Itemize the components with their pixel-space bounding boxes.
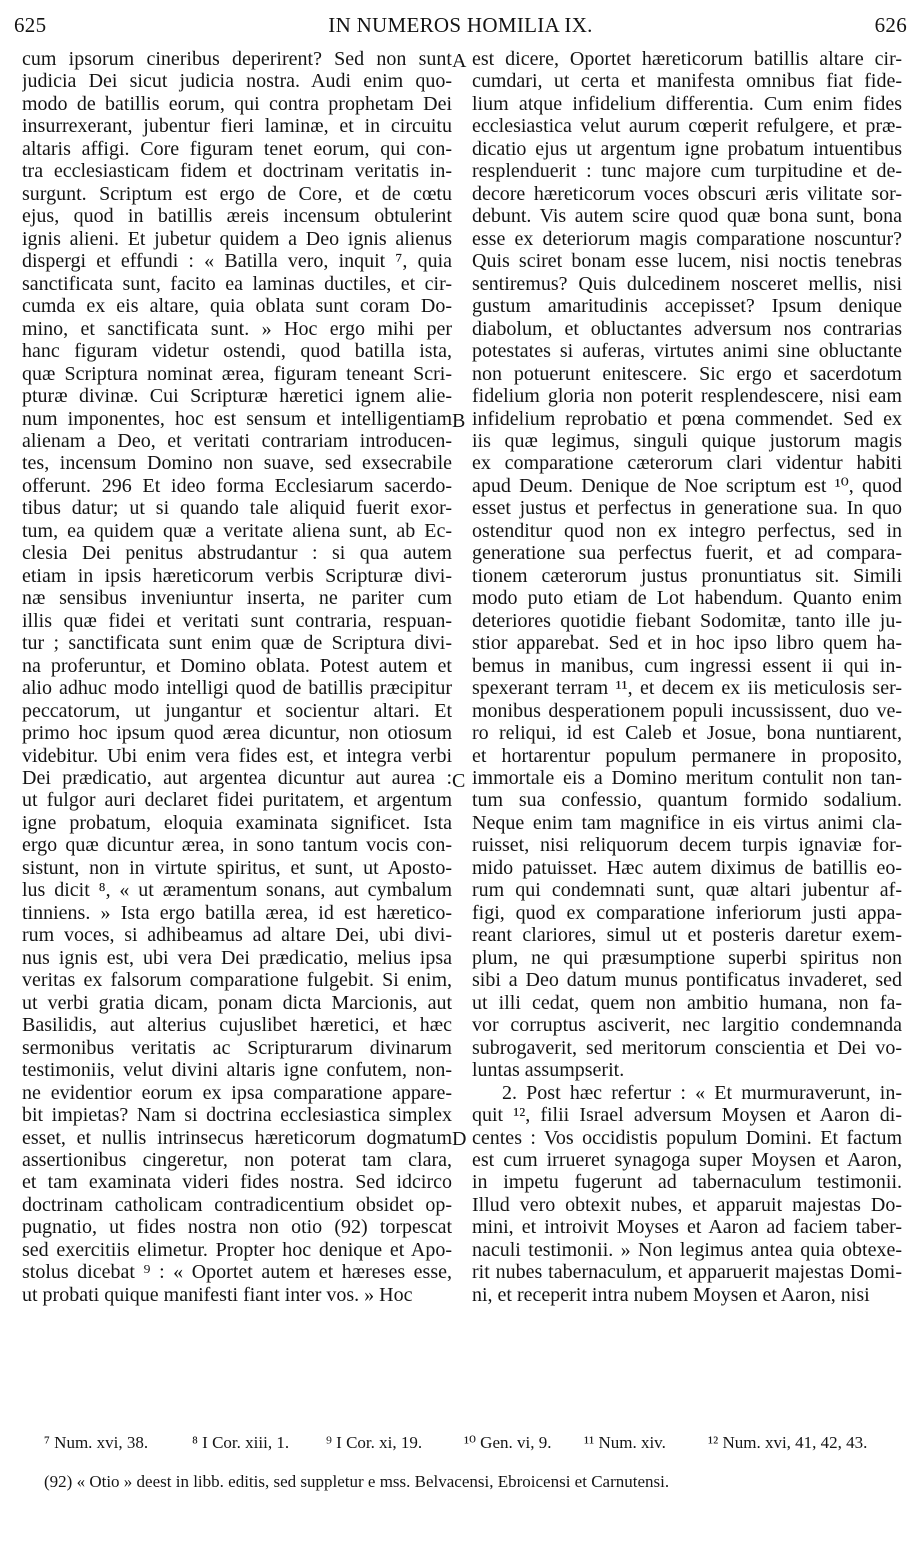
text-line: dicatio ejus ut argentum igne probatum intuentibus xyxy=(472,137,902,160)
text-line: rum qui condemnati sunt, quæ altari jubentur af- xyxy=(472,879,902,902)
text-line: nus ignis est, ubi vera Dei prædicatio, melius ipsa xyxy=(22,946,452,969)
text-line: bemus in manibus, cum ingressi essent ii qui in- xyxy=(472,654,902,677)
text-line: tionem cæterorum justus pronuntiatus sit. Simili xyxy=(472,564,902,587)
text-line: et tam examinata videri fides nostra. Sed idcirco xyxy=(22,1171,452,1194)
text-line: est dicere, Oportet hæreticorum batillis altare cir- xyxy=(472,48,902,70)
text-line: deteriores quotidie fiebant Sodomitæ, tanto ille ju- xyxy=(472,609,902,632)
text-line: ni, et receperit intra nubem Moysen et Aaron, nisi xyxy=(472,1283,870,1306)
text-line: næ sensibus inveniuntur inserta, ne pariter cum xyxy=(22,587,452,610)
text-line: tibus datur; ut si quando tale aliquid fuerit exor- xyxy=(22,497,452,520)
text-line: ut verbi gratia dicam, ponam dicta Marcionis, aut xyxy=(22,991,452,1014)
text-line: potestates si auferas, virtutes animi sine obluctante xyxy=(472,340,902,363)
text-line: mido patuisset. Hæc autem diximus de batillis eo- xyxy=(472,856,902,879)
footnote: ¹¹ Num. xiv. xyxy=(584,1433,666,1452)
text-line: fidelium gloria non poterit resplendescere, nisi eam xyxy=(472,385,902,408)
text-line: sermonibus veritatis ac Scripturarum divinarum xyxy=(22,1036,452,1059)
text-line: in impetu fugerunt ad tabernaculum testimonii. xyxy=(472,1171,902,1194)
text-line: num imponentes, hoc est sensum et intelligentiam xyxy=(22,407,452,430)
text-line: alienam a Deo, et veritati contrariam introducen- xyxy=(22,429,452,452)
text-line: vor corruptus asciverit, nec largitio condemnanda xyxy=(472,1014,902,1037)
text-line: videbitur. Ubi enim vera fides est, et integra verbi xyxy=(22,744,452,767)
text-line: peccatorum, ut jungantur et socientur altari. Et xyxy=(22,699,452,722)
text-line: non potuerunt enitescere. Sic ergo et sacerdotum xyxy=(472,362,902,385)
text-line: Dei prædicatio, aut argentea dicuntur aut aurea : xyxy=(22,767,452,789)
text-line: stior apparebat. Sed et in hoc ipso libro quem ha- xyxy=(472,632,902,655)
margin-marker-c: C xyxy=(452,770,466,792)
text-line: Illud vero obtexit nubes, et apparuit majestas Do- xyxy=(472,1193,902,1216)
text-line: decore hæreticorum voces obscuri æris vilitate sor- xyxy=(472,182,902,205)
text-line: lus dicit ⁸, « ut æramentum sonans, aut cymbalum xyxy=(22,879,452,902)
page-number-right: 626 xyxy=(874,13,907,37)
text-line: mino, et sanctificata sunt. » Hoc ergo mihi per xyxy=(22,317,452,340)
text-line: figi, quod ex comparatione inferiorum justi appa- xyxy=(472,901,902,924)
text-line: apud Deum. Denique de Noe scriptum est ¹⁰, quod xyxy=(472,474,902,497)
text-line: esset justus et perfectus in generatione sua. In quo xyxy=(472,497,902,520)
right-column xyxy=(472,48,902,1306)
text-line: lium atque infidelium differentia. Cum enim fides xyxy=(472,92,902,115)
text-line: primo hoc ipsum quod ærea dicuntur, non otiosum xyxy=(22,722,452,745)
text-line: monibus desperationem populi incussissent, duo ve- xyxy=(472,699,902,722)
text-line: sibi a Deo datum munus pontificatus invaderet, sed xyxy=(472,969,902,992)
text-line: dispergi et effundi : « Batilla vero, inquit ⁷, quia xyxy=(22,250,452,273)
text-line: igne probatum, eloquia examinata significet. Ista xyxy=(22,811,452,834)
text-line: judicia Dei sicut judicia nostra. Audi enim quo- xyxy=(22,70,452,93)
text-line: ecclesiastica velut aurum cœperit refulgere, et præ- xyxy=(472,115,902,138)
text-line: tur ; sanctificata sunt enim quæ de Scriptura divi- xyxy=(22,632,452,655)
text-line: clesia Dei penitus abstrudantur : si qua autem xyxy=(22,542,452,565)
text-line: Quis sciret bonam esse lucem, nisi noctis tenebras xyxy=(472,250,902,273)
text-line: alio adhuc modo intelligi quod de batillis præcipitur xyxy=(22,677,452,700)
text-line: tra ecclesiasticam fidem et doctrinam veritatis in- xyxy=(22,160,452,183)
page-number-left: 625 xyxy=(14,13,47,37)
text-line: ergo quæ dicuntur ærea, in sono tantum vocis con- xyxy=(22,834,452,857)
footnote: ¹² Num. xvi, 41, 42, 43. xyxy=(708,1433,868,1452)
text-line: ro reliqui, id est Caleb et Josue, bona nuntiarent, xyxy=(472,722,902,745)
text-line: cumda ex eis altare, quia oblata sunt coram Do- xyxy=(22,295,452,318)
text-line: rit nubes tabernaculum, et apparuerit majestas Domi- xyxy=(472,1261,902,1284)
text-line: reant clariores, simul ut et posteris daretur exem- xyxy=(472,924,902,947)
text-line: etiam in ipsis hæreticorum verbis Scripturæ divi- xyxy=(22,564,452,587)
text-line: subrogaverit, sed meritorum conscientia et Dei vo- xyxy=(472,1036,902,1059)
text-line: ne evidentior eorum ex ipsa comparatione appare- xyxy=(22,1081,452,1104)
text-line: spexerant terram ¹¹, et decem ex iis meticulosis ser- xyxy=(472,677,902,700)
running-header xyxy=(14,13,907,39)
text-line: est cum irrueret synagoga super Moysen et Aaron, xyxy=(472,1148,902,1171)
text-line: centes : Vos occidistis populum Domini. Et factum xyxy=(472,1126,902,1149)
text-line: insurrexerant, jubentur fieri laminæ, et in circuitu xyxy=(22,115,452,138)
text-line: esset, et nullis intrinsecus hæreticorum dogmatum xyxy=(22,1126,452,1149)
text-line: plum, ne qui præsumptione superbi spiritus non xyxy=(472,946,902,969)
text-line: ex comparatione cæterorum clari videntur habiti xyxy=(472,452,902,475)
text-line: mini, et introivit Moyses et Aaron ad faciem taber- xyxy=(472,1216,902,1239)
text-line: tinniens. » Ista ergo batilla ærea, id est hæretico- xyxy=(22,901,452,924)
text-line: pugnatio, ut fides nostra non otio (92) torpescat xyxy=(22,1216,452,1239)
text-line: et hortarentur populum permanere in proposito, xyxy=(472,744,902,767)
margin-marker-b: B xyxy=(452,410,466,432)
margin-marker-a: A xyxy=(452,50,467,72)
footnote: ⁸ I Cor. xiii, 1. xyxy=(192,1433,290,1452)
text-line: sistunt, non in virtute spiritus, et sunt, ut Aposto- xyxy=(22,856,452,879)
text-line: ostenditur quod non ex integro perfectus, sed in xyxy=(472,519,902,542)
text-line: illis quæ fidei et veritati sunt contraria, respuan- xyxy=(22,609,452,632)
text-line: veritas ex falsorum comparatione fulgebit. Si enim, xyxy=(22,969,452,992)
text-line: tum, ea quidem quæ a veritate aliena sunt, ab Ec- xyxy=(22,519,452,542)
editorial-note: (92) « Otio » deest in libb. editis, sed suppletur e mss. Belvacensi, Ebroicensi et Carnutensi. xyxy=(44,1472,670,1491)
text-line: naculi testimonii. » Non legimus antea quia obtexe- xyxy=(472,1238,902,1261)
text-line: quæ Scriptura nominat ærea, figuram teneant Scri- xyxy=(22,362,452,385)
text-line: esse ex deteriorum magis comparatione noscuntur? xyxy=(472,227,902,250)
text-line: na proferuntur, et Domino oblata. Potest autem et xyxy=(22,654,452,677)
footnote: ⁹ I Cor. xi, 19. xyxy=(326,1433,423,1452)
text-line: ut probati quique manifesti fiant inter vos. » Hoc xyxy=(22,1283,413,1306)
text-line: sanctificata sunt, facito ea laminas ductiles, et cir- xyxy=(22,272,452,295)
text-line: immortale eis a Domino meritum contulit non tan- xyxy=(472,767,902,789)
text-line: modo puto etiam de Lot habendum. Quanto enim xyxy=(472,587,902,610)
text-line: pturæ divinæ. Cui Scripturæ hæretici ignem alie- xyxy=(22,385,452,408)
text-line: debunt. Vis autem scire quod quæ bona sunt, bona xyxy=(472,205,902,228)
text-line: infidelium reprobatio et pœna commendet. Sed ex xyxy=(472,407,902,430)
text-line: assertionibus cingeretur, non poterat tam clara, xyxy=(22,1148,452,1171)
text-line: altaris affigi. Core figuram tenet eorum, qui con- xyxy=(22,137,452,160)
margin-marker-d: D xyxy=(452,1128,467,1150)
text-line: sentiremus? Quis dulcedinem nosceret mellis, nisi xyxy=(472,272,902,295)
text-line: ruisset, nisi reliquorum decem turpis ignaviæ for- xyxy=(472,834,902,857)
text-line: tum sua confessio, quantum formido sodalium. xyxy=(472,789,902,812)
text-line: ejus, quod in batillis æreis incensum obtulerint xyxy=(22,205,452,228)
text-line: offerunt. 296 Et ideo forma Ecclesiarum sacerdo- xyxy=(22,474,452,497)
text-line: diabolum, et obluctantes adversum nos contrarias xyxy=(472,317,902,340)
text-line: Neque enim tam magnifice in eis virtus animi cla- xyxy=(472,811,902,834)
text-line: generatione sua perfectus fuerit, et ad compara- xyxy=(472,542,902,565)
text-line: sed exercitiis elimetur. Propter hoc denique et Apo- xyxy=(22,1238,452,1261)
text-line: testimoniis, velut divini altaris igne confutem, non- xyxy=(22,1059,452,1082)
text-line: rum voces, si adhibeamus ad altare Dei, ubi divi- xyxy=(22,924,452,947)
text-line: Basilidis, aut alterius cujuslibet hæretici, et hæc xyxy=(22,1014,452,1037)
text-line: doctrinam catholicam contradicentium obsidet op- xyxy=(22,1193,452,1216)
footnote: ⁷ Num. xvi, 38. xyxy=(44,1433,149,1452)
text-line: surgunt. Scriptum est ergo de Core, et de cœtu xyxy=(22,182,452,205)
text-line: hanc figuram videtur ostendi, quod batilla ista, xyxy=(22,340,452,363)
text-line: gustum amaritudinis accepisset? Ipsum denique xyxy=(472,295,902,318)
text-line: stolus dicebat ⁹ : « Oportet autem et hæreses esse, xyxy=(22,1261,452,1284)
footnote: ¹⁰ Gen. vi, 9. xyxy=(464,1433,552,1452)
text-line: iis quæ legimus, singuli quique justorum magis xyxy=(472,429,902,452)
text-line: quit ¹², filii Israel adversum Moysen et Aaron di- xyxy=(472,1104,902,1127)
text-line: ut fulgor auri declaret fidei puritatem, et argentum xyxy=(22,789,452,812)
text-line: cumdari, ut certa et manifesta omnibus fiat fide- xyxy=(472,70,902,93)
header-title: IN NUMEROS HOMILIA IX. xyxy=(328,13,593,37)
text-line: ignis alieni. Et jubetur quidem a Deo ignis alienus xyxy=(22,227,452,250)
text-line: bit impietas? Nam si doctrina ecclesiastica simplex xyxy=(22,1104,452,1127)
text-line: cum ipsorum cineribus deperirent? Sed non sunt xyxy=(22,48,452,70)
left-column xyxy=(22,48,452,1306)
text-line: modo de batillis eorum, qui contra prophetam Dei xyxy=(22,92,452,115)
text-line: luntas assumpserit. xyxy=(472,1059,625,1082)
text-line: ut illi cedat, quem non ambitio humana, non fa- xyxy=(472,991,902,1014)
text-line: resplenduerit : tunc majore cum turpitudine et de- xyxy=(472,160,902,183)
text-line: tes, incensum Domino non suave, sed exsecrabile xyxy=(22,452,452,475)
text-line: 2. Post hæc refertur : « Et murmuraverunt, in- xyxy=(502,1081,902,1104)
